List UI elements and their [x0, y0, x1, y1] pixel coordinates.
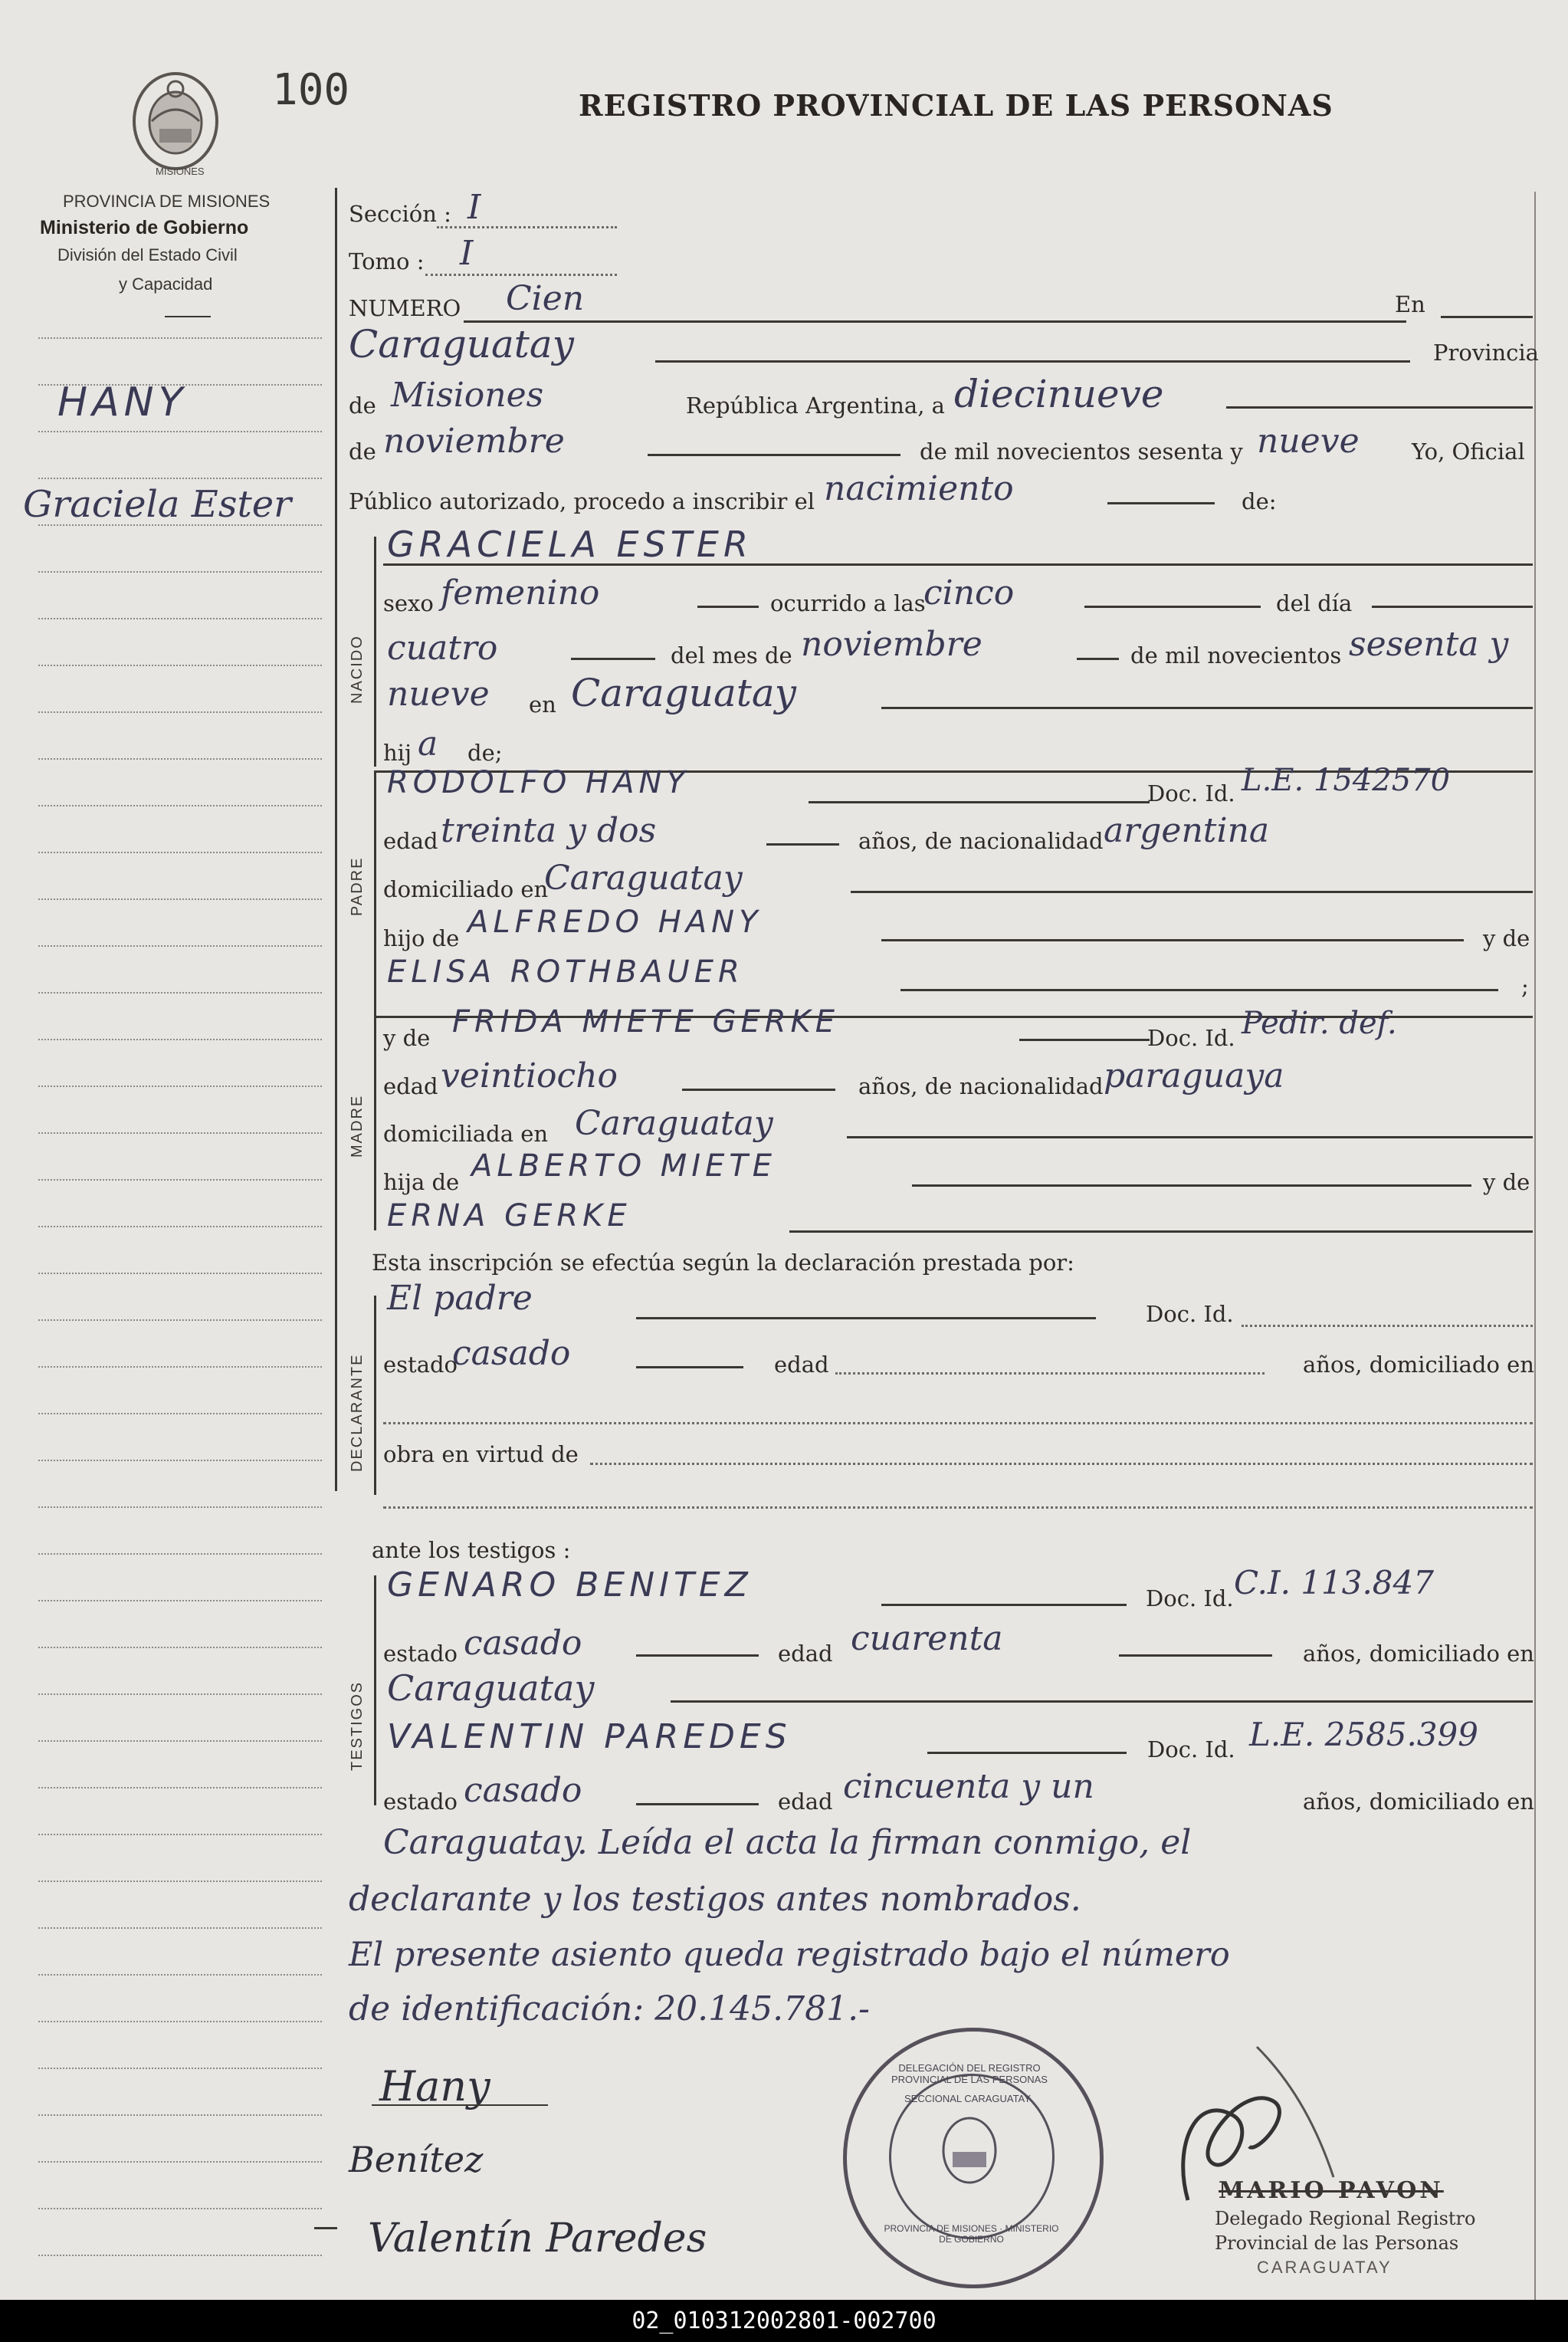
tomo-label: Tomo :: [349, 248, 425, 274]
margin-ruled-line: [38, 1366, 322, 1368]
margin-ruled-line: [38, 1600, 322, 1601]
margin-ruled-line: [38, 1273, 322, 1274]
section-padre: PADRE: [349, 856, 366, 916]
madre-nac-label: años, de nacionalidad: [858, 1073, 1104, 1099]
signature-paredes: Valentín Paredes: [368, 2216, 707, 2262]
en-label: En: [1395, 291, 1425, 317]
margin-ruled-line: [38, 337, 322, 339]
sexo-value: femenino: [441, 573, 600, 613]
mother-doc-value: Pedir. def.: [1242, 1006, 1397, 1041]
section-nacido: NACIDO: [349, 635, 366, 704]
padre-dom-label: domiciliado en: [383, 876, 549, 902]
margin-ruled-line: [38, 1927, 322, 1929]
stamp-text: DELEGACIÓN DEL REGISTRO PROVINCIAL DE LAS PERSONAS: [891, 2062, 1048, 2085]
emblem-caption: MISIONES: [156, 166, 205, 177]
margin-ruled-line: [38, 945, 322, 947]
signature-hany: Hany: [379, 2062, 490, 2110]
witness1-estado-value: casado: [464, 1624, 582, 1663]
section-madre: MADRE: [349, 1094, 366, 1158]
margin-ruled-line: [38, 1787, 322, 1789]
witness2-name: VALENTIN PAREDES: [387, 1717, 792, 1756]
padre-doc-label: Doc. Id.: [1147, 780, 1235, 806]
maternal-grandfather: ALBERTO MIETE: [471, 1148, 777, 1184]
republica-label: República Argentina, a: [686, 393, 945, 419]
margin-ruled-line: [38, 1179, 322, 1181]
closing-line-3: El presente asiento queda registrado bajo el número: [349, 1936, 1230, 1974]
witness1-dom-label: años, domiciliado en: [1303, 1641, 1534, 1667]
margin-surname: HANY: [57, 379, 188, 425]
declarant-estado-value: casado: [452, 1334, 571, 1373]
stamp-inner: SECCIONAL CARAGUATAY: [904, 2093, 1031, 2104]
del-dia-label: del día: [1276, 590, 1353, 616]
official-line-1: Delegado Regional Registro: [1215, 2208, 1476, 2229]
father-age-value: treinta y dos: [441, 811, 657, 850]
birth-month-value: noviembre: [801, 625, 982, 664]
margin-ruled-line: [38, 571, 322, 573]
father-name: RODOLFO HANY: [387, 765, 690, 800]
place-value: Caraguatay: [349, 322, 574, 366]
margin-ruled-line: [38, 1319, 322, 1321]
closing-line-2: declarante y los testigos antes nombrados.: [349, 1880, 1081, 1919]
mother-age-value: veintiocho: [441, 1056, 618, 1095]
birth-day-value: cuatro: [387, 629, 498, 668]
margin-ruled-line: [38, 618, 322, 619]
padre-nac-label: años, de nacionalidad: [858, 828, 1104, 854]
margin-ruled-line: [38, 1834, 322, 1835]
margin-ruled-line: [38, 1880, 322, 1882]
declarante-estado-label: estado: [383, 1352, 458, 1378]
witness1-edad-value: cuarenta: [851, 1619, 1003, 1658]
margin-ruled-line: [38, 992, 322, 994]
closing-line-1: Caraguatay. Leída el acta la firman conmigo, el: [383, 1823, 1192, 1862]
witness1-name: GENARO BENITEZ: [387, 1565, 753, 1605]
hour-value: cinco: [923, 573, 1015, 613]
margin-ruled-line: [38, 711, 322, 713]
birth-year-a-value: sesenta y: [1349, 625, 1509, 664]
anio-label: de mil novecientos: [1130, 642, 1342, 668]
year-label: de mil novecientos sesenta y: [920, 439, 1243, 465]
hijo-label: hij: [383, 740, 412, 766]
month-value: noviembre: [383, 422, 565, 461]
margin-ruled-line: [38, 1460, 322, 1461]
provincia-label: Provincia: [1433, 340, 1539, 366]
witness2-edad-value: cincuenta y un: [843, 1767, 1094, 1806]
margin-ruled-line: [38, 1647, 322, 1648]
witness2-doc-label: Doc. Id.: [1147, 1736, 1235, 1762]
margin-ruled-line: [38, 431, 322, 432]
witness2-doc-value: L.E. 2585.399: [1249, 1716, 1479, 1753]
sexo-label: sexo: [383, 590, 434, 616]
witness2-estado-value: casado: [464, 1771, 582, 1810]
mother-name: FRIDA MIETE GERKE: [452, 1004, 840, 1040]
margin-ruled-line: [38, 2068, 322, 2069]
closing-line-4: de identificación: 20.145.781.-: [349, 1989, 870, 2028]
obra-label: obra en virtud de: [383, 1441, 579, 1467]
stamp-emblem-icon: [939, 2112, 1000, 2189]
margin-ruled-line: [38, 1132, 322, 1134]
office-line-1: PROVINCIA DE MISIONES: [63, 192, 271, 211]
section-testigos: TESTIGOS: [349, 1680, 366, 1771]
stamp-bottom: PROVINCIA DE MISIONES · MINISTERIO DE GOBIERNO: [884, 2223, 1059, 2245]
madre-yde2-label: y de: [1483, 1169, 1530, 1195]
margin-ruled-line: [38, 1086, 322, 1087]
birth-year-b-value: nueve: [387, 675, 490, 714]
office-line-2: Ministerio de Gobierno: [40, 217, 249, 238]
margin-ruled-line: [38, 805, 322, 806]
padre-edad-label: edad: [383, 828, 438, 854]
mes-label: del mes de: [671, 642, 792, 668]
margin-ruled-line: [38, 1553, 322, 1555]
margin-ruled-line: [38, 1039, 322, 1040]
madre-edad-label: edad: [383, 1073, 438, 1099]
witness1-doc-value: C.I. 113.847: [1234, 1564, 1434, 1601]
margin-ruled-line: [38, 2208, 322, 2209]
margin-ruled-line: [38, 2255, 322, 2256]
madre-dom-label: domiciliada en: [383, 1121, 549, 1147]
testigos-intro: ante los testigos :: [372, 1537, 571, 1563]
witness2-dom-label: años, domiciliado en: [1303, 1789, 1534, 1815]
seccion-value: I: [467, 188, 481, 227]
office-line-3: División del Estado Civil: [57, 245, 238, 264]
act-value: nacimiento: [824, 469, 1014, 508]
year-unit-value: nueve: [1257, 422, 1360, 461]
margin-ruled-line: [38, 1506, 322, 1508]
coat-of-arms-icon: [129, 67, 222, 175]
padre-hijo-label: hijo de: [383, 925, 460, 951]
padre-yde-label: y de: [1483, 925, 1530, 951]
mother-nationality-value: paraguaya: [1104, 1056, 1284, 1095]
margin-ruled-line: [38, 384, 322, 386]
father-domicile-value: Caraguatay: [544, 859, 743, 898]
madre-hija-label: hija de: [383, 1169, 460, 1195]
witness1-domicile-value: Caraguatay: [387, 1667, 595, 1709]
tomo-value: I: [460, 234, 474, 273]
ocurrido-label: ocurrido a las: [770, 590, 926, 616]
margin-ruled-line: [38, 852, 322, 853]
madre-doc-label: Doc. Id.: [1147, 1025, 1235, 1051]
page-title: REGISTRO PROVINCIAL DE LAS PERSONAS: [579, 88, 1333, 123]
witness1-estado-label: estado: [383, 1641, 458, 1667]
folio-number: 100: [272, 65, 350, 115]
madre-yde-label: y de: [383, 1025, 431, 1051]
declarante-edad-label: edad: [774, 1352, 829, 1378]
office-line-4: y Capacidad: [119, 274, 213, 294]
declarante-doc-label: Doc. Id.: [1146, 1301, 1234, 1327]
paternal-grandfather: ALFREDO HANY: [467, 905, 763, 940]
de-month-label: de: [349, 439, 376, 465]
margin-ruled-line: [38, 2114, 322, 2116]
de-label: de: [349, 393, 376, 419]
birth-place-value: Caraguatay: [571, 671, 796, 715]
margin-ruled-line: [38, 1693, 322, 1695]
margin-ruled-line: [38, 665, 322, 666]
father-doc-value: L.E. 1542570: [1242, 763, 1451, 798]
de2-label: de:: [1242, 488, 1277, 514]
margin-ruled-line: [38, 898, 322, 900]
witness1-doc-label: Doc. Id.: [1146, 1585, 1234, 1611]
official-label: Yo, Oficial: [1412, 439, 1525, 465]
margin-ruled-line: [38, 1740, 322, 1742]
seccion-label: Sección :: [349, 201, 451, 227]
witness1-edad-label: edad: [778, 1641, 833, 1667]
official-name: MARIO PAVON: [1219, 2177, 1444, 2204]
hijo-suffix: a: [418, 724, 438, 764]
margin-given-names: Graciela Ester: [23, 483, 292, 526]
declarante-intro: Esta inscripción se efectúa según la declaración prestada por:: [372, 1250, 1074, 1276]
paternal-grandmother: ELISA ROTHBAUER: [387, 954, 744, 990]
margin-ruled-line: [38, 1413, 322, 1414]
margin-ruled-line: [38, 1226, 322, 1227]
maternal-grandmother: ERNA GERKE: [387, 1198, 631, 1233]
mother-domicile-value: Caraguatay: [575, 1104, 773, 1143]
declarant-name: El padre: [387, 1279, 533, 1318]
witness2-edad-label: edad: [778, 1789, 833, 1815]
footer-code: 02_010312002801-002700: [0, 2300, 1568, 2342]
official-line-2: Provincial de las Personas: [1215, 2232, 1459, 2254]
father-nationality-value: argentina: [1104, 811, 1270, 850]
publico-label: Público autorizado, procedo a inscribir el: [349, 488, 815, 514]
margin-ruled-line: [38, 1974, 322, 1976]
child-name: GRACIELA ESTER: [387, 524, 753, 565]
padre-semicolon: ;: [1521, 974, 1529, 1000]
declarante-dom-label: años, domiciliado en: [1303, 1352, 1534, 1378]
witness2-estado-label: estado: [383, 1789, 458, 1815]
official-line-3: CARAGUATAY: [1257, 2258, 1393, 2277]
numero-value: Cien: [506, 279, 585, 318]
margin-ruled-line: [38, 478, 322, 479]
signature-benitez: Benítez: [349, 2139, 484, 2180]
hijo-de-label: de;: [467, 740, 503, 766]
province-value: Misiones: [391, 376, 544, 415]
margin-ruled-line: [38, 758, 322, 760]
en-birth-label: en: [529, 691, 556, 718]
day-value: diecinueve: [954, 372, 1164, 416]
section-declarante: DECLARANTE: [349, 1353, 366, 1472]
margin-ruled-line: [38, 2021, 322, 2022]
numero-label: NUMERO: [349, 295, 461, 321]
margin-ruled-line: [38, 2161, 322, 2163]
margin-ruled-line: [38, 524, 322, 526]
